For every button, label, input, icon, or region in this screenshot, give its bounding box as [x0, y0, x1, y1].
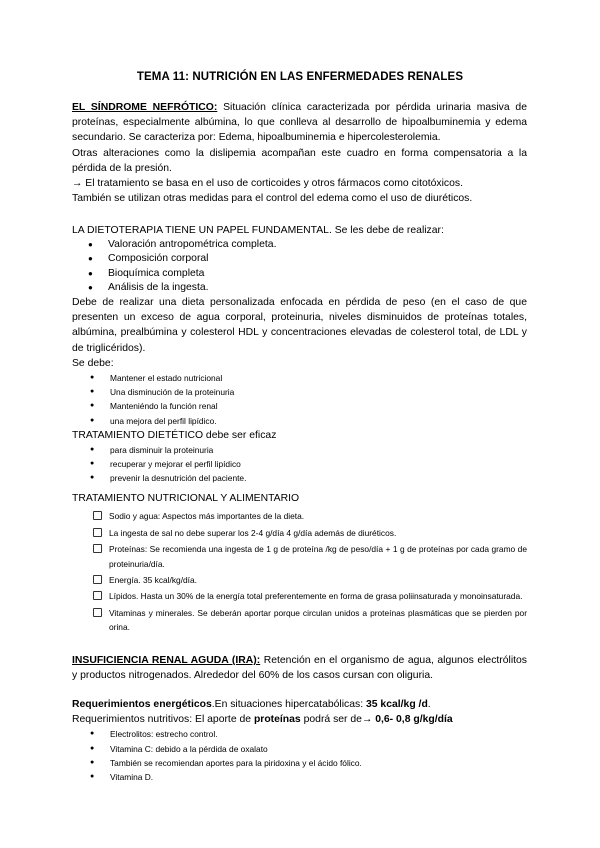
checklist-item: Lípidos. Hasta un 30% de la energía total preferentemente en forma de grasa poliinsaturada y monoinsaturada. [72, 589, 527, 604]
section-nutricional [72, 491, 527, 637]
list-item: ● prevenir la desnutrición del paciente. [72, 471, 527, 485]
section-ira [72, 653, 527, 683]
list-item: ● Mantener el estado nutricional [72, 371, 527, 385]
dieto-paragraph: Debe de realizar una dieta personalizada enfocada en pérdida de peso (en el caso de que presenten un exceso de agua corporal, proteinuria, niveles disminuidos de proteínas totales, albúmina, prealbúmina y colesterol HDL y concentraciones elevadas de colesterol total, de LDL y de triglicéridos). [72, 297, 527, 354]
ira-heading: INSUFICIENCIA RENAL AGUDA (IRA): [72, 655, 261, 666]
list-item: ● También se recomiendan aportes para la piridoxina y el ácido fólico. [72, 756, 527, 770]
checkbox-icon[interactable] [93, 608, 102, 617]
list-item: ● Electrolitos: estrecho control. [72, 727, 527, 741]
list-item: ● Una disminución de la proteinuria [72, 385, 527, 399]
nefrotico-line: También se utilizan otras medidas para el control del edema como el uso de diuréticos. [72, 193, 473, 205]
list-item: ● Valoración antropométrica completa. [72, 238, 527, 252]
list-item: ● Análisis de la ingesta. [72, 281, 527, 295]
checkbox-icon[interactable] [93, 575, 102, 584]
nefrotico-intro: Situación clínica caracterizada por pérdida urinaria masiva de proteínas, especialmente albúmina, lo que conlleva al desarrollo de hipoalbuminemia y edema secundario. Se caracteriza por: Edema, hipoalbuminemia e hipercolesterolemia. [72, 102, 527, 144]
checklist-item: Sodio y agua: Aspectos más importantes de la dieta. [72, 509, 527, 524]
req-energeticos: Requerimientos energéticos.En situaciones hipercatabólicas: 35 kcal/kg /d. [72, 699, 431, 710]
se-debe-list [72, 371, 527, 428]
ira-list [72, 727, 527, 784]
nutricional-heading: TRATAMIENTO NUTRICIONAL Y ALIMENTARIO [72, 493, 300, 504]
dieto-heading: LA DIETOTERAPIA TIENE UN PAPEL FUNDAMENTAL. Se les debe de realizar: [72, 225, 444, 236]
list-item: ● Vitamina D. [72, 770, 527, 784]
list-item: ● recuperar y mejorar el perfil lipídico [72, 457, 527, 471]
section-dietoterapia [72, 223, 527, 486]
tratamiento-dietetico-label: TRATAMIENTO DIETÉTICO debe ser eficaz [72, 429, 277, 441]
req-nutritivos: Requerimientos nutritivos: El aporte de proteínas podrá ser de→ 0,6- 0,8 g/kg/día [72, 714, 453, 726]
list-item: ● Manteniéndo la función renal [72, 399, 527, 413]
list-item: ● Vitamina C: debido a la pérdida de oxalato [72, 742, 527, 756]
list-item: ● una mejora del perfil lipídico. [72, 414, 527, 428]
list-item: ● Composición corporal [72, 252, 527, 266]
section-requerimientos [72, 697, 527, 784]
checklist-item: Proteínas: Se recomienda una ingesta de 1 g de proteína /kg de peso/día + 1 g de proteínas por cada gramo de proteinuria/día. [72, 542, 527, 571]
dieto-list [72, 238, 527, 295]
list-item: ● para disminuir la proteinuria [72, 443, 527, 457]
nefrotico-line: Otras alteraciones como la dislipemia acompañan este cuadro en forma compensatoria a la pérdida de la presión. [72, 147, 527, 174]
checkbox-icon[interactable] [93, 511, 102, 520]
checkbox-icon[interactable] [93, 591, 102, 600]
page-title: TEMA 11: NUTRICIÓN EN LAS ENFERMEDADES RENALES [136, 71, 464, 83]
checkbox-icon[interactable] [93, 544, 102, 553]
nefrotico-line: → El tratamiento se basa en el uso de corticoides y otros fármacos como citotóxicos. [72, 178, 463, 190]
checklist-item: Vitaminas y minerales. Se deberán aportar porque circulan unidos a proteínas plasmáticas que se pierden por orina. [72, 606, 527, 635]
list-item: ● Bioquímica completa [72, 267, 527, 281]
section-nefrotico [72, 100, 527, 206]
checklist-item: Energía. 35 kcal/kg/día. [72, 573, 527, 588]
checkbox-icon[interactable] [93, 528, 102, 537]
nefrotico-heading: EL SÍNDROME NEFRÓTICO: [72, 102, 218, 113]
tratamiento-list [72, 443, 527, 486]
se-debe-label: Se debe: [72, 357, 114, 369]
ira-intro: Retención en el organismo de agua, algunos electrólitos y productos nitrogenados. Alrededor del 60% de los casos cursan con oliguria. [72, 655, 527, 682]
checklist-item: La ingesta de sal no debe superar los 2-4 g/día 4 g/día además de diuréticos. [72, 526, 527, 541]
